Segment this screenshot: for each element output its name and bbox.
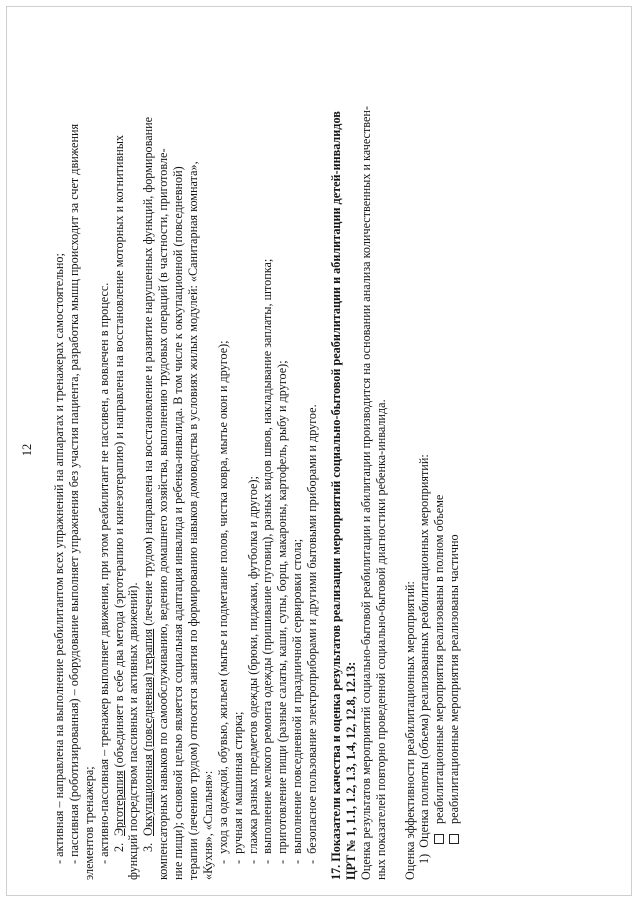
item-term: Оккупационная (повседневная) терапия	[141, 628, 156, 836]
text-line: компенсаторных навыков по самообслуживанию, ведению домашнего хозяйства, выполнению трудовых операций (в частности, приготовле-	[156, 148, 171, 880]
bullet-item: - выполнение мелкого ремонта одежды (пришивание пуговиц), разных видов швов, накладывание заплаты, штопка;	[260, 258, 275, 864]
bullet-item: - безопасное пользование электроприборами и другими бытовыми приборами и другое.	[305, 404, 320, 864]
text-line: терапии (лечению трудом) относятся занятия по формированию навыков домоводства в условиях жилых модулей: «Санитарная комната»,	[186, 161, 201, 880]
sub-item-1	[417, 20, 432, 880]
section-heading-codes: ЦРТ № 1, 1.1, 1.2, 1.3, 1.4, 12, 12.8, 12.13:	[343, 661, 358, 880]
text-line: Оценка результатов мероприятий социально-бытовой реабилитации и абилитации производится на основании анализа количественных и качествен-	[358, 106, 373, 880]
bullet-item: - ручная и машинная стирка;	[230, 711, 245, 864]
bullet-text: безопасное пользование электроприборами и другими бытовыми приборами и другое.	[305, 404, 320, 854]
text-line: ных показателей повторно проведенной социально-бытовой диагностики ребенка-инвалида.	[373, 399, 388, 880]
text-line: - пассивная (роботизированная) – оборудование выполняет упражнения без участия пациента, разработка мышц происходит за счет движения	[66, 123, 81, 864]
bullet-item: - выполнение повседневной и праздничной сервировки стола;	[290, 538, 305, 864]
text-line: элементов тренажера;	[81, 766, 96, 880]
item-term: Эрготерапия	[111, 770, 126, 836]
checkbox[interactable]	[434, 834, 444, 844]
option-row	[447, 20, 462, 880]
page-number: 12	[20, 443, 34, 457]
item-number: 2.	[111, 842, 126, 852]
bullet-text: уход за одеждой, обувью, жильем (мытье и подметание полов, чистка ковра, мытье окон и другое);	[215, 340, 230, 854]
text-line: - активная – направлена на выполнение реабилитантом всех упражнений на аппаратах и тренажерах самостоятельно;	[52, 253, 66, 864]
list-item-3	[141, 20, 156, 880]
bullet-item: - уход за одеждой, обувью, жильем (мытье и подметание полов, чистка ковра, мытье окон и другое);	[215, 340, 230, 864]
option-row	[432, 20, 447, 880]
bullet-text: приготовление пищи (разные салаты, каши, супы, борщ, макароны, картофель, рыбу и другое);	[275, 360, 290, 854]
list-item-2	[112, 20, 127, 880]
bullet-text: выполнение повседневной и праздничной сервировки стола;	[290, 538, 305, 854]
text-line: Оценка эффективности реабилитационных мероприятий:	[402, 581, 417, 880]
bullet-item: - глажка разных предметов одежды (брюки, пиджаки, футболка и другое);	[245, 476, 260, 864]
section-heading: 17. Показатели качества и оценка результатов реализации мероприятий социально-бытовой реабилитации и абилитации детей-инвалидов	[329, 111, 344, 880]
option-label: реабилитационные мероприятия реализованы частично	[447, 534, 462, 824]
bullet-text: ручная и машинная стирка;	[230, 711, 245, 854]
bullet-item: - приготовление пищи (разные салаты, каши, супы, борщ, макароны, картофель, рыбу и другое);	[275, 360, 290, 864]
item-number: 3.	[141, 842, 156, 852]
text-line: ние пищи); основной целью является социальная адаптация инвалида и ребенка-инвалида. В том числе к оккупационной (повседневной)	[171, 166, 186, 880]
checkbox[interactable]	[449, 834, 459, 844]
text-line: «Кухня», «Спальня»:	[200, 770, 215, 880]
spacer	[389, 20, 403, 880]
sub-item-number: 1)	[417, 853, 432, 864]
item-text: (лечение трудом) направлена на восстановление и развитие нарушенных функций, формирование	[141, 116, 156, 629]
text-line: функций посредством пассивных и активных движений).	[126, 582, 141, 880]
document-page	[20, 10, 640, 890]
bullet-text: выполнение мелкого ремонта одежды (пришивание пуговиц), разных видов швов, накладывание заплаты, штопка;	[260, 258, 275, 854]
item-text: (объединяет в себе два метода (эрготерапию и кинезотерапию) и направлена на восстановление моторных и когнитивных	[111, 134, 126, 771]
bullet-text: глажка разных предметов одежды (брюки, пиджаки, футболка и другое);	[245, 476, 260, 854]
text-line: - активно-пассивная – тренажер выполняет движения, при этом реабилитант не пассивен, а вовлечен в процесс.	[96, 282, 111, 864]
option-label: реабилитационные мероприятия реализованы в полном объеме	[432, 494, 447, 824]
spacer	[320, 20, 329, 880]
sub-item-text: Оценка полноты (объема) реализованных реабилитационных мероприятий:	[417, 454, 432, 848]
document-body	[52, 20, 462, 880]
